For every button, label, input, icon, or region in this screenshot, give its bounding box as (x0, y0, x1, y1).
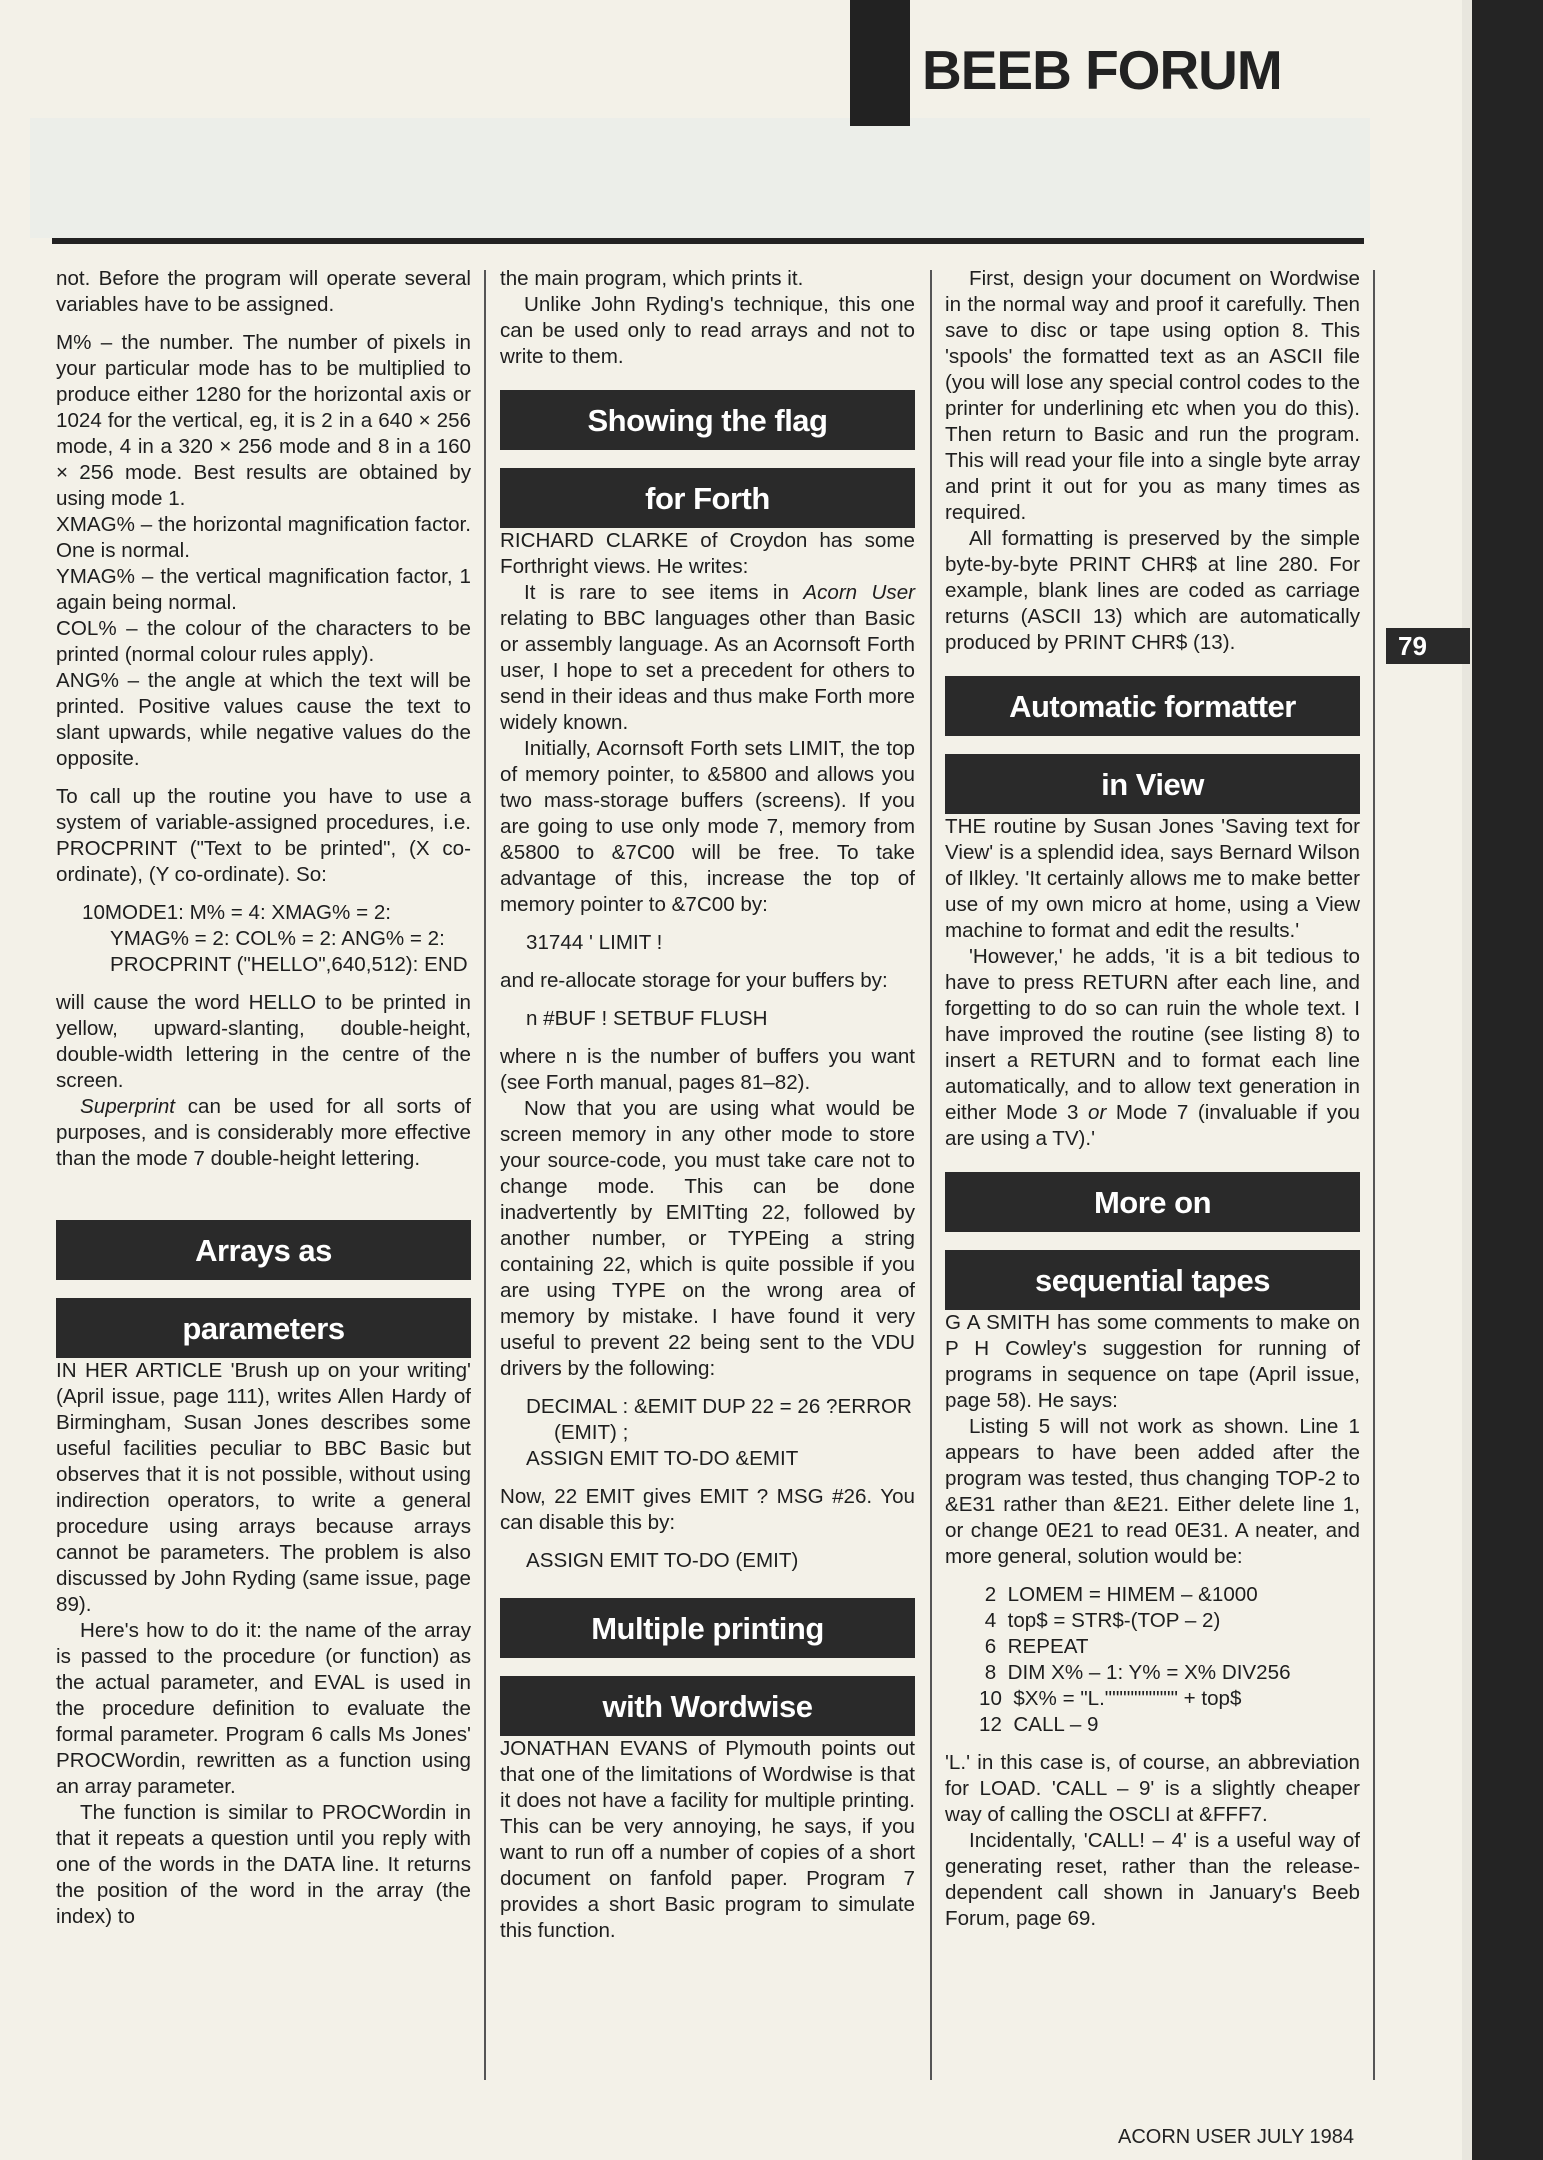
basic-listing (945, 1582, 1360, 1738)
top-rule (52, 238, 1364, 244)
code-snippet: 31744 ' LIMIT ! (526, 931, 663, 954)
heading-line-1: More on (945, 1172, 1360, 1232)
code-snippet: ASSIGN EMIT TO-DO &EMIT (526, 1447, 799, 1470)
page-edge-shadow (1472, 0, 1543, 2160)
heading-line-1: Automatic formatter (945, 676, 1360, 736)
listing-line: 12 CALL – 9 (979, 1713, 1099, 1736)
emphasis: or (1088, 1101, 1107, 1124)
paragraph: IN HER ARTICLE 'Brush up on your writing' (April issue, page 111), writes Allen Hardy of Birmingham, Susan Jones describes some useful facilities peculiar to BBC Basic but observes that it is not possible, without using indirection operators, to write a general procedure using arrays because arrays cannot be parameters. The problem is also discussed by John Ryding (same issue, page 89). (56, 1359, 471, 1616)
paragraph: THE routine by Susan Jones 'Saving text for View' is a splendid idea, says Bernard Wilson of Ilkley. 'It certainly allows me to make better use of my own micro at home, using a View machine to format and edit the results.' (945, 815, 1360, 942)
paragraph: First, design your document on Wordwise in the normal way and proof it carefully. Then save to disc or tape using option 8. This 'spools' the formatted text as an ASCII file (you will lose any special control codes to the printer for underlining etc when you do this). Then return to Basic and run the program. This will read your file into a single byte array and print it out for you as many times as required. (945, 267, 1360, 524)
paragraph: Unlike John Ryding's technique, this one can be used only to read arrays and not to write to them. (500, 293, 915, 368)
heading-line-2: parameters (56, 1298, 471, 1358)
paragraph: Listing 5 will not work as shown. Line 1 appears to have been added after the program was tested, thus changing TOP-2 to &E31 rather than &E21. Either delete line 1, or change 0E21 to read 0E31. A neater, and more general, solution would be: (945, 1415, 1360, 1568)
section-title: BEEB FORUM (922, 39, 1282, 101)
heading-line-2: with Wordwise (500, 1676, 915, 1736)
listing-line: 8 DIM X% – 1: Y% = X% DIV256 (979, 1661, 1291, 1684)
heading-line-2: sequential tapes (945, 1250, 1360, 1310)
paragraph (500, 580, 915, 736)
paragraph: and re-allocate storage for your buffers by: (500, 969, 888, 992)
paragraph: 'L.' in this case is, of course, an abbreviation for LOAD. 'CALL – 9' is a slightly cheaper way of calling the OSCLI at &FFF7. (945, 1751, 1360, 1826)
heading-arrays-as-parameters (56, 1220, 471, 1358)
emphasis: Acorn User (803, 581, 916, 604)
paragraph: Incidentally, 'CALL! – 4' is a useful way of generating reset, rather than the release-dependent call shown in January's Beeb Forum, page 69. (945, 1829, 1360, 1930)
paragraph (56, 1094, 471, 1172)
listing-line: 2 LOMEM = HIMEM – &1000 (979, 1583, 1258, 1606)
listing-line: 10 $X% = "L."""""""""" + top$ (979, 1687, 1242, 1710)
paragraph: RICHARD CLARKE of Croydon has some Forthright views. He writes: (500, 529, 915, 578)
paragraph: Initially, Acornsoft Forth sets LIMIT, the top of memory pointer, to &5800 and allows you two mass-storage buffers (screens). If you are going to use only mode 7, memory from &5800 to &7C00 will be free. To take advantage of this, increase the top of memory pointer to &7C00 by: (500, 737, 915, 916)
code-snippet: n #BUF ! SETBUF FLUSH (526, 1007, 768, 1030)
heading-more-on-sequential-tapes (945, 1172, 1360, 1310)
column-divider-1 (484, 270, 486, 2080)
paragraph: Here's how to do it: the name of the array is passed to the procedure (or function) as the actual parameter, and EVAL is used in the procedure definition to evaluate the formal parameter. Program 6 calls Ms Jones' PROCWordin, rewritten as a function using an array parameter. (56, 1619, 471, 1798)
heading-line-1: Multiple printing (500, 1598, 915, 1658)
heading-automatic-formatter (945, 676, 1360, 814)
heading-line-1: Arrays as (56, 1220, 471, 1280)
paragraph: To call up the routine you have to use a system of variable-assigned procedures, i.e. PROCPRINT ("Text to be printed", (X co-ordinate), (Y co-ordinate). So: (56, 785, 471, 886)
paragraph: M% – the number. The number of pixels in your particular mode has to be multiplied to produce either 1280 for the horizontal axis or 1024 for the vertical, eg, it is 2 in a 640 × 256 mode, 4 in a 320 × 256 mode and 8 in a 160 × 256 mode. Best results are obtained by using mode 1. (56, 331, 471, 510)
heading-line-1: Showing the flag (500, 390, 915, 450)
paragraph: COL% – the colour of the characters to be printed (normal colour rules apply). (56, 617, 471, 666)
paragraph: XMAG% – the horizontal magnification factor. One is normal. (56, 513, 471, 562)
paragraph (945, 944, 1360, 1152)
heading-multiple-printing (500, 1598, 915, 1736)
listing-line: 6 REPEAT (979, 1635, 1089, 1658)
column-1 (56, 266, 471, 1930)
emphasis: Superprint (80, 1095, 176, 1118)
code-snippet: 10MODE1: M% = 4: XMAG% = 2: YMAG% = 2: COL% = 2: ANG% = 2: PROCPRINT ("HELLO",640,512): END (82, 901, 468, 976)
paragraph: ANG% – the angle at which the text will be printed. Positive values cause the text to slant upwards, while negative values do the opposite. (56, 669, 471, 770)
paragraph: The function is similar to PROCWordin in that it repeats a question until you reply with one of the words in the DATA line. It returns the position of the word in the array (the index) to (56, 1801, 471, 1928)
code-snippet: ASSIGN EMIT TO-DO (EMIT) (526, 1549, 799, 1572)
paragraph-text: It is rare to see items in (524, 581, 804, 604)
paragraph: JONATHAN EVANS of Plymouth points out that one of the limitations of Wordwise is that it does not have a facility for multiple printing. This can be very annoying, he says, if you want to run off a number of copies of a short document on fanfold paper. Program 7 provides a short Basic program to simulate this function. (500, 1737, 915, 1942)
footer-issue: ACORN USER JULY 1984 (1118, 2126, 1355, 2148)
paragraph: Now that you are using what would be screen memory in any other mode to store your source-code, you must take care not to change mode. This can be done inadvertently by EMITting 22, followed by another number, or TYPEing a string containing 22, which is quite possible if you are using TYPE on the wrong area of memory by mistake. I have found it very useful to prevent 22 being sent to the VDU drivers by the following: (500, 1097, 915, 1380)
paragraph: G A SMITH has some comments to make on P H Cowley's suggestion for running of programs in sequence on tape (April issue, page 58). He says: (945, 1311, 1360, 1412)
heading-line-2: in View (945, 754, 1360, 814)
header-block (850, 0, 910, 126)
heading-showing-the-flag (500, 390, 915, 528)
column-divider-2 (930, 270, 932, 2080)
faded-header-band (30, 118, 1370, 238)
page-number-tab: 79 (1386, 628, 1470, 664)
paragraph: the main program, which prints it. (500, 267, 804, 290)
listing-line: 4 top$ = STR$-(TOP – 2) (979, 1609, 1221, 1632)
column-divider-3 (1373, 270, 1375, 2080)
column-2 (500, 266, 915, 1944)
paragraph: will cause the word HELLO to be printed in yellow, upward-slanting, double-height, double-width lettering in the centre of the screen. (56, 991, 471, 1092)
column-3 (945, 266, 1360, 1932)
paragraph-text: relating to BBC languages other than Basic or assembly language. As an Acornsoft Forth user, I hope to set a precedent for others to send in their ideas and thus make Forth more widely known. (500, 607, 915, 734)
paragraph: YMAG% – the vertical magnification factor, 1 again being normal. (56, 565, 471, 614)
heading-line-2: for Forth (500, 468, 915, 528)
paragraph: not. Before the program will operate several variables have to be assigned. (56, 267, 471, 316)
paragraph: Now, 22 EMIT gives EMIT ? MSG #26. You can disable this by: (500, 1485, 915, 1534)
paragraph-text: 'However,' he adds, 'it is a bit tedious to have to press RETURN after each line, and forgetting to do so can ruin the whole text. I have improved the routine (see listing 8) to insert a RETURN and to format each line automatically, and to allow text generation in either Mode 3 (945, 945, 1360, 1124)
paragraph-text: can be used for all sorts of purposes, and is considerably more effective than the mode 7 double-height lettering. (56, 1095, 471, 1170)
paragraph-text: Mode 7 (invaluable if you are using a TV).' (945, 1101, 1360, 1150)
paragraph: All formatting is preserved by the simple byte-by-byte PRINT CHR$ at line 280. For example, blank lines are coded as carriage returns (ASCII 13) which are automatically produced by PRINT CHR$ (13). (945, 527, 1360, 654)
code-snippet: DECIMAL : &EMIT DUP 22 = 26 ?ERROR (EMIT) ; (526, 1395, 912, 1444)
paragraph: where n is the number of buffers you want (see Forth manual, pages 81–82). (500, 1045, 915, 1094)
